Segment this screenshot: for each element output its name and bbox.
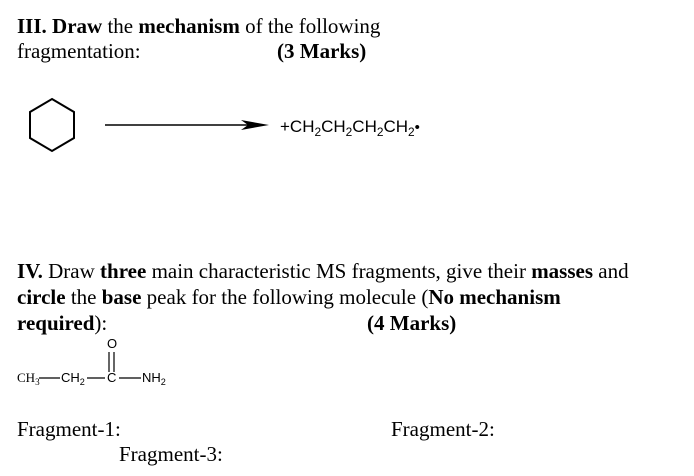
- molecule-oxygen-label: O: [107, 336, 118, 351]
- question-4-numeral: IV.: [17, 259, 43, 283]
- question-3-line-2: [17, 39, 141, 64]
- molecule-nh2: $NH_2$: [142, 370, 166, 388]
- cyclohexane-structure: [22, 94, 82, 158]
- reaction-product: $+CH_2CH_2CH_2CH_2•$: [280, 117, 420, 140]
- question-4-line-3: required):: [17, 311, 108, 335]
- molecule-ch2: $CH_2$: [61, 370, 85, 388]
- question-3-draw: Draw: [52, 14, 103, 38]
- fragment-2-label: Fragment-2:: [391, 417, 495, 441]
- question-4-line-2: circle the base peak for the following molecule (No mechanism: [17, 285, 561, 309]
- fragment-3-label: Fragment-3:: [119, 442, 223, 466]
- question-3-following: of the following: [245, 14, 381, 38]
- question-4-marks: (4 Marks): [367, 311, 457, 335]
- question-3-the: the: [107, 14, 134, 38]
- question-3-marks: (3 Marks): [277, 39, 367, 63]
- molecule-ch3: $CH_3$: [17, 370, 40, 388]
- reaction-arrow: [103, 119, 273, 131]
- fragment-1-label: Fragment-1:: [17, 417, 121, 441]
- question-3-mechanism: mechanism: [138, 14, 240, 38]
- question-3-marks-value: 3 Marks: [284, 39, 360, 63]
- question-3-numeral: III.: [17, 14, 47, 38]
- question-3-fragmentation: fragmentation:: [17, 39, 141, 63]
- molecule-carbonyl-carbon: C: [107, 370, 117, 385]
- question-4-marks-value: 4 Marks: [374, 311, 450, 335]
- question-4-line-1: IV. Draw three main characteristic MS fragments, give their masses and: [17, 259, 629, 283]
- question-3-line-1: [17, 14, 380, 39]
- radical-dot: •: [414, 119, 420, 136]
